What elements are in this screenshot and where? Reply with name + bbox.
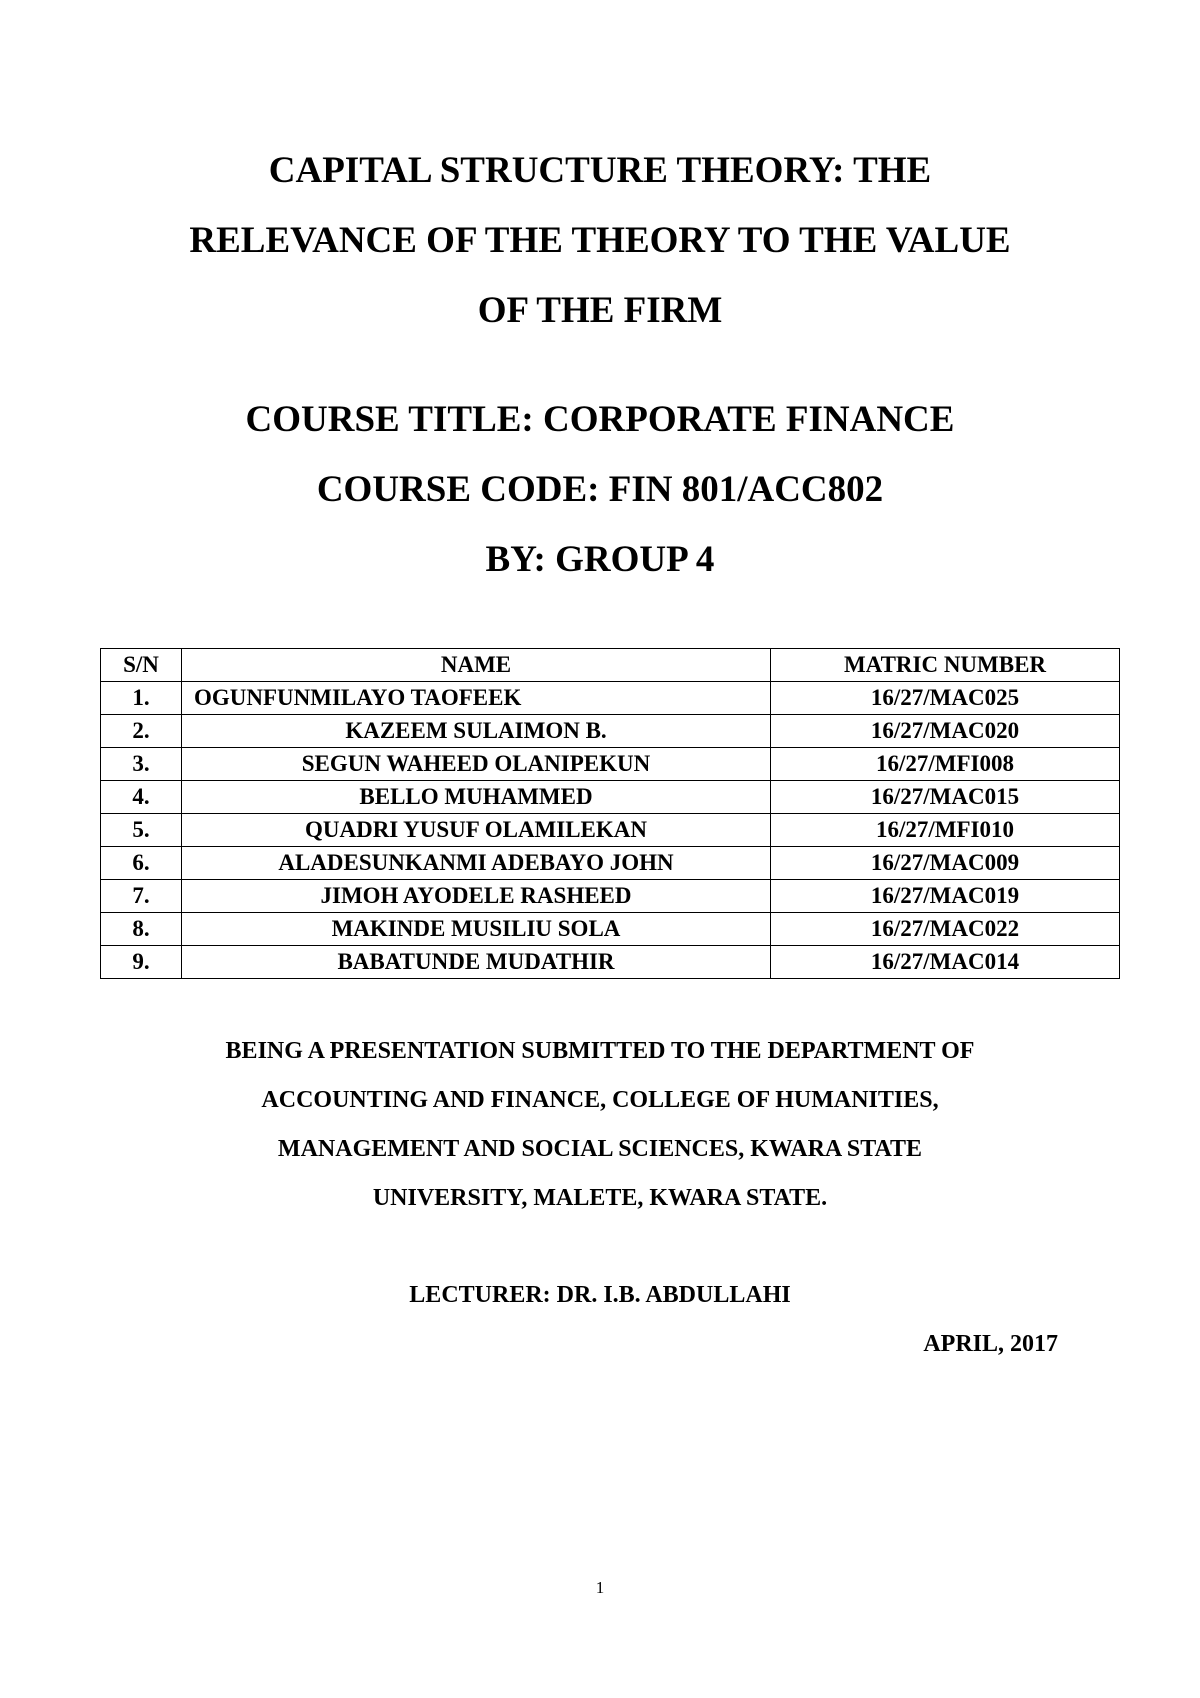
row-matric: 16/27/MAC015 (771, 781, 1120, 814)
row-name: KAZEEM SULAIMON B. (182, 715, 771, 748)
page-number: 1 (595, 1578, 605, 1597)
title-line-3: OF THE FIRM (477, 290, 723, 331)
table-header-row (101, 649, 1120, 682)
table-row (101, 946, 1120, 979)
header-matric: MATRIC NUMBER (771, 649, 1120, 682)
submission-line-4: UNIVERSITY, MALETE, KWARA STATE. (372, 1185, 828, 1211)
submission-line-2: ACCOUNTING AND FINANCE, COLLEGE OF HUMANITIES, (261, 1087, 939, 1113)
row-name: BELLO MUHAMMED (182, 781, 771, 814)
lecturer-line: LECTURER: DR. I.B. ABDULLAHI (409, 1282, 791, 1308)
row-name: MAKINDE MUSILIU SOLA (182, 913, 771, 946)
row-sn: 1. (101, 682, 182, 715)
header-sn: S/N (101, 649, 182, 682)
row-matric: 16/27/MAC009 (771, 847, 1120, 880)
row-sn: 2. (101, 715, 182, 748)
row-matric: 16/27/MFI008 (771, 748, 1120, 781)
course-title: COURSE TITLE: CORPORATE FINANCE (245, 399, 955, 440)
row-matric: 16/27/MFI010 (771, 814, 1120, 847)
row-matric: 16/27/MAC014 (771, 946, 1120, 979)
table-row (101, 781, 1120, 814)
row-sn: 8. (101, 913, 182, 946)
row-sn: 6. (101, 847, 182, 880)
submission-line-3: MANAGEMENT AND SOCIAL SCIENCES, KWARA STATE (277, 1136, 923, 1162)
row-name: OGUNFUNMILAYO TAOFEEK (182, 682, 771, 715)
row-matric: 16/27/MAC019 (771, 880, 1120, 913)
row-name: QUADRI YUSUF OLAMILEKAN (182, 814, 771, 847)
course-info (0, 385, 1200, 595)
title-line-1: CAPITAL STRUCTURE THEORY: THE (268, 150, 932, 191)
submission-statement (0, 1027, 1200, 1223)
row-name: SEGUN WAHEED OLANIPEKUN (182, 748, 771, 781)
row-name: ALADESUNKANMI ADEBAYO JOHN (182, 847, 771, 880)
table-row (101, 748, 1120, 781)
row-name: BABATUNDE MUDATHIR (182, 946, 771, 979)
row-sn: 9. (101, 946, 182, 979)
group-label: BY: GROUP 4 (485, 539, 715, 580)
title-line-2: RELEVANCE OF THE THEORY TO THE VALUE (189, 220, 1011, 261)
table-row (101, 913, 1120, 946)
row-sn: 4. (101, 781, 182, 814)
row-sn: 7. (101, 880, 182, 913)
header-name: NAME (182, 649, 771, 682)
table-row (101, 682, 1120, 715)
submission-line-1: BEING A PRESENTATION SUBMITTED TO THE DEPARTMENT OF (225, 1038, 975, 1064)
table-row (101, 814, 1120, 847)
row-matric: 16/27/MAC022 (771, 913, 1120, 946)
row-sn: 5. (101, 814, 182, 847)
submission-date: APRIL, 2017 (923, 1331, 1058, 1357)
row-matric: 16/27/MAC020 (771, 715, 1120, 748)
row-name: JIMOH AYODELE RASHEED (182, 880, 771, 913)
row-sn: 3. (101, 748, 182, 781)
course-code: COURSE CODE: FIN 801/ACC802 (316, 469, 884, 510)
table-row (101, 847, 1120, 880)
row-matric: 16/27/MAC025 (771, 682, 1120, 715)
members-table (100, 648, 1120, 979)
table-row (101, 715, 1120, 748)
table-row (101, 880, 1120, 913)
document-title (0, 136, 1200, 346)
